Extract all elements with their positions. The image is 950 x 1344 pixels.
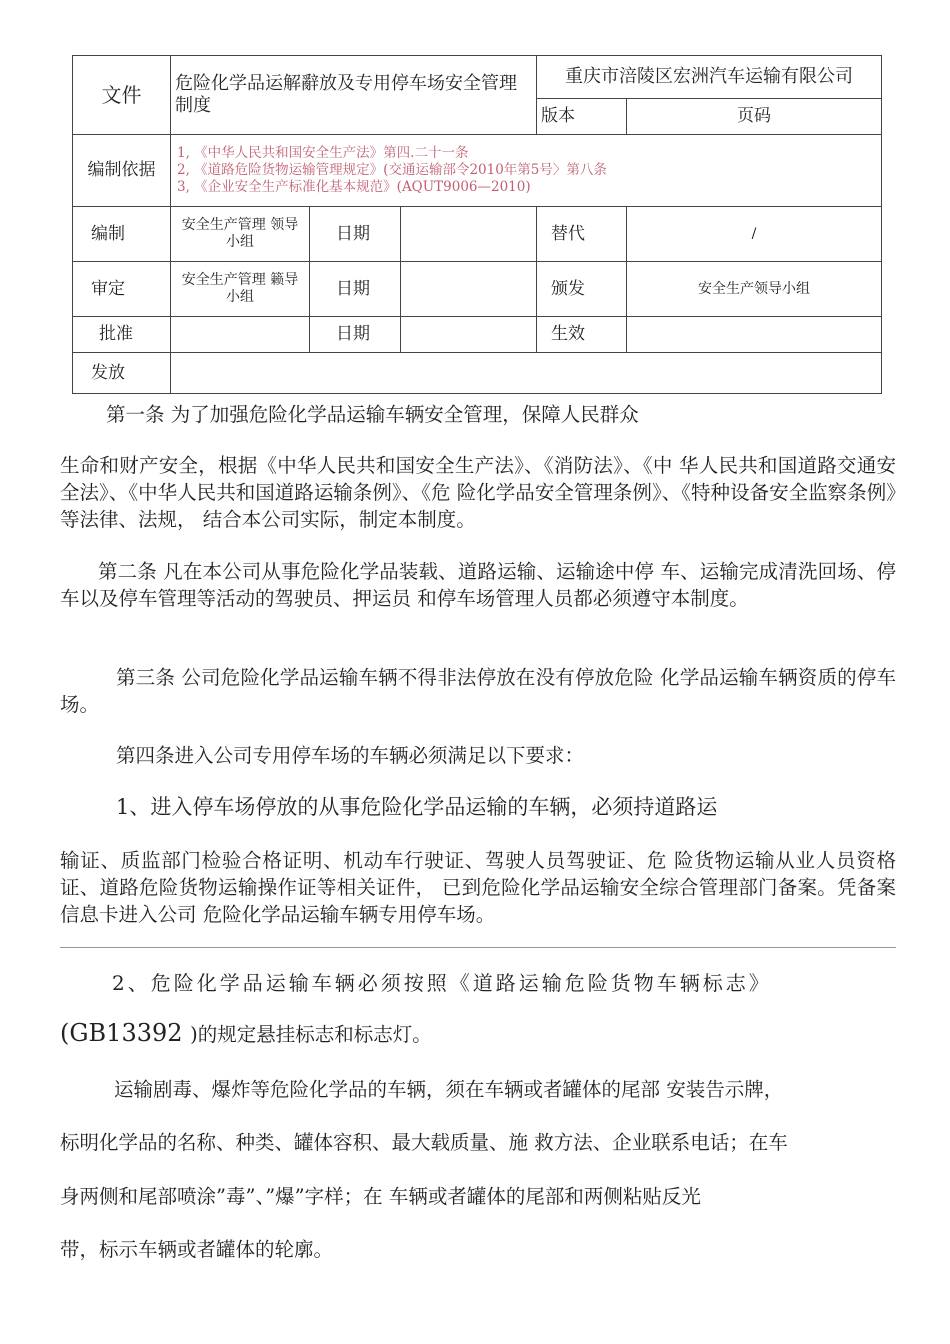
effective-label: 生效 (537, 317, 627, 353)
page-label: 页码 (627, 99, 882, 135)
issue-label: 颁发 (537, 262, 627, 317)
doc-label: 文件 (73, 56, 171, 135)
signage-line-2: 标明化学品的名称、种类、罐体容积、最大载质量、施 救方法、企业联系电话；在车 (60, 1131, 788, 1154)
distribute-value (171, 353, 882, 394)
document-header-table (72, 55, 882, 394)
article-2: 第二条 凡在本公司从事危险化学品装载、道路运输、运输途中停 车、运输完成清洗回场、停车以及停车管理等活动的驾驶员、押运员 和停车场管理人员都必须遵守本制度。 (60, 560, 896, 610)
item-1-body: 输证、质监部门检验合格证明、机动车行驶证、驾驶人员驾驶证、危 险货物运输从业人员资格证、道路危险货物运输操作证等相关证件， 已到危险化学品运输安全综合管理部门备案。凭备案信息卡进入公司 危险化学品运输车辆专用停车场。 (60, 849, 896, 926)
compile-date-value (401, 207, 537, 262)
approve-value (171, 317, 310, 353)
article-1-first-line: 第一条 为了加强危险化学品运输车辆安全管理，保障人民群众 (106, 403, 639, 426)
issue-value: 安全生产领导小组 (627, 262, 882, 317)
basis-item: 3, 《企业安全生产标准化基本规范》(AQUT9006—2010) (177, 178, 531, 195)
standard-code: (GB13392 (60, 1019, 191, 1047)
version-label: 版本 (537, 99, 627, 135)
signage-line-3: 身两侧和尾部喷涂”毒”、”爆”字样；在 车辆或者罐体的尾部和两侧粘贴反光 (60, 1185, 701, 1208)
replace-value: / (627, 207, 882, 262)
article-3: 第三条 公司危险化学品运输车辆不得非法停放在没有停放危险 化学品运输车辆资质的停车场。 (60, 666, 896, 716)
item-2-rest: )的规定悬挂标志和标志灯。 (190, 1023, 432, 1046)
signage-line-4: 带，标示车辆或者罐体的轮廓。 (60, 1238, 334, 1261)
compile-value: 安全生产管理 领导小组 (171, 207, 310, 262)
replace-label: 替代 (537, 207, 627, 262)
approve-date-label: 日期 (310, 317, 401, 353)
item-2-body (60, 1020, 896, 1048)
article-1-body: 生命和财产安全，根据《中华人民共和国安全生产法》、《消防法》、《中 华人民共和国道路交通安全法》、《中华人民共和国道路运输条例》、《危 险化学品安全管理条例》、《特种设备安全监察条例》等法律、法规， 结合本公司实际，制定本制度。 (60, 454, 896, 531)
compile-label: 编制 (73, 207, 171, 262)
basis-list (171, 135, 882, 207)
basis-item: 2, 《道路危险货物运输管理规定》(交通运输部令2010年第5号〉第八条 (177, 162, 607, 179)
signage-line-1: 运输剧毒、爆炸等危险化学品的车辆，须在车辆或者罐体的尾部 安装告示牌， (114, 1078, 784, 1101)
compile-date-label: 日期 (310, 207, 401, 262)
review-label: 审定 (73, 262, 171, 317)
review-date-value (401, 262, 537, 317)
distribute-label: 发放 (73, 353, 171, 394)
review-value: 安全生产管理 籁导小组 (171, 262, 310, 317)
doc-title: 危险化学品运解辭放及专用停车场安全管理制度 (171, 56, 537, 135)
approve-label: 批准 (73, 317, 171, 353)
basis-item: 1, 《中华人民共和国安全生产法》第四.二十一条 (177, 145, 469, 162)
effective-value (627, 317, 882, 353)
basis-label: 编制依据 (73, 135, 171, 207)
company-name: 重庆市涪陵区宏洲汽车运输有限公司 (537, 56, 882, 99)
article-4: 第四条进入公司专用停车场的车辆必须满足以下要求： (116, 744, 585, 767)
review-date-label: 日期 (310, 262, 401, 317)
item-1-first-line: 1、进入停车场停放的从事危险化学品运输的车辆，必须持道路运 (116, 795, 718, 819)
item-2-first-line: 2、危险化学品运输车辆必须按照《道路运输危险货物车辆标志》 (112, 971, 772, 995)
divider (60, 947, 896, 948)
approve-date-value (401, 317, 537, 353)
